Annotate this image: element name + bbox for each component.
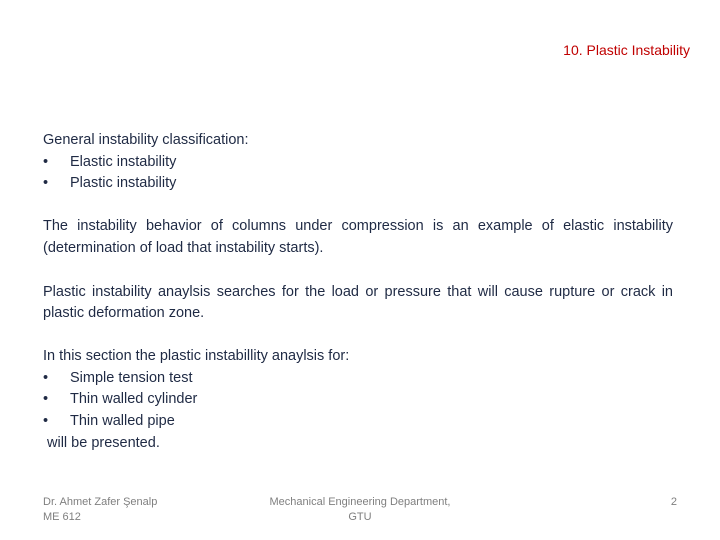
bullet-dot: • (43, 391, 49, 408)
footer-department-block (260, 495, 460, 525)
bullet-item (43, 411, 673, 433)
bullet-item (43, 389, 673, 411)
bullet-item (43, 152, 673, 174)
footer-author: Dr. Ahmet Zafer Şenalp (43, 496, 158, 508)
bullet-dot: • (43, 413, 49, 430)
slide-title: 10. Plastic Instability (563, 42, 690, 58)
section-intro: In this section the plastic instabillity anaylsis for: (43, 347, 350, 364)
bullet-text: Thin walled cylinder (70, 391, 198, 408)
bullet-dot: • (43, 175, 49, 192)
bullet-dot: • (43, 153, 49, 170)
bullet-text: Plastic instability (70, 175, 177, 192)
bullet-text: Simple tension test (70, 369, 193, 386)
plastic-paragraph: Plastic instability anaylsis searches for the load or pressure that will cause rupture or crack in plastic deformation zone. (43, 283, 673, 322)
footer-university: GTU (348, 511, 372, 523)
bullet-dot: • (43, 369, 49, 386)
bullet-item (43, 173, 673, 195)
page-number: 2 (670, 496, 677, 508)
classification-heading: General instability classification: (43, 132, 249, 148)
section-closing: will be presented. (47, 434, 160, 451)
footer-author-block (43, 495, 157, 525)
slide-content (43, 130, 673, 454)
bullet-text: Elastic instability (70, 153, 177, 170)
elastic-paragraph: The instability behavior of columns under compression is an example of elastic instability (determination of load that instability starts). (43, 218, 673, 256)
footer-department: Mechanical Engineering Department, (269, 496, 451, 508)
bullet-text: Thin walled pipe (70, 413, 175, 430)
bullet-item (43, 368, 673, 390)
footer-course: ME 612 (43, 511, 81, 523)
